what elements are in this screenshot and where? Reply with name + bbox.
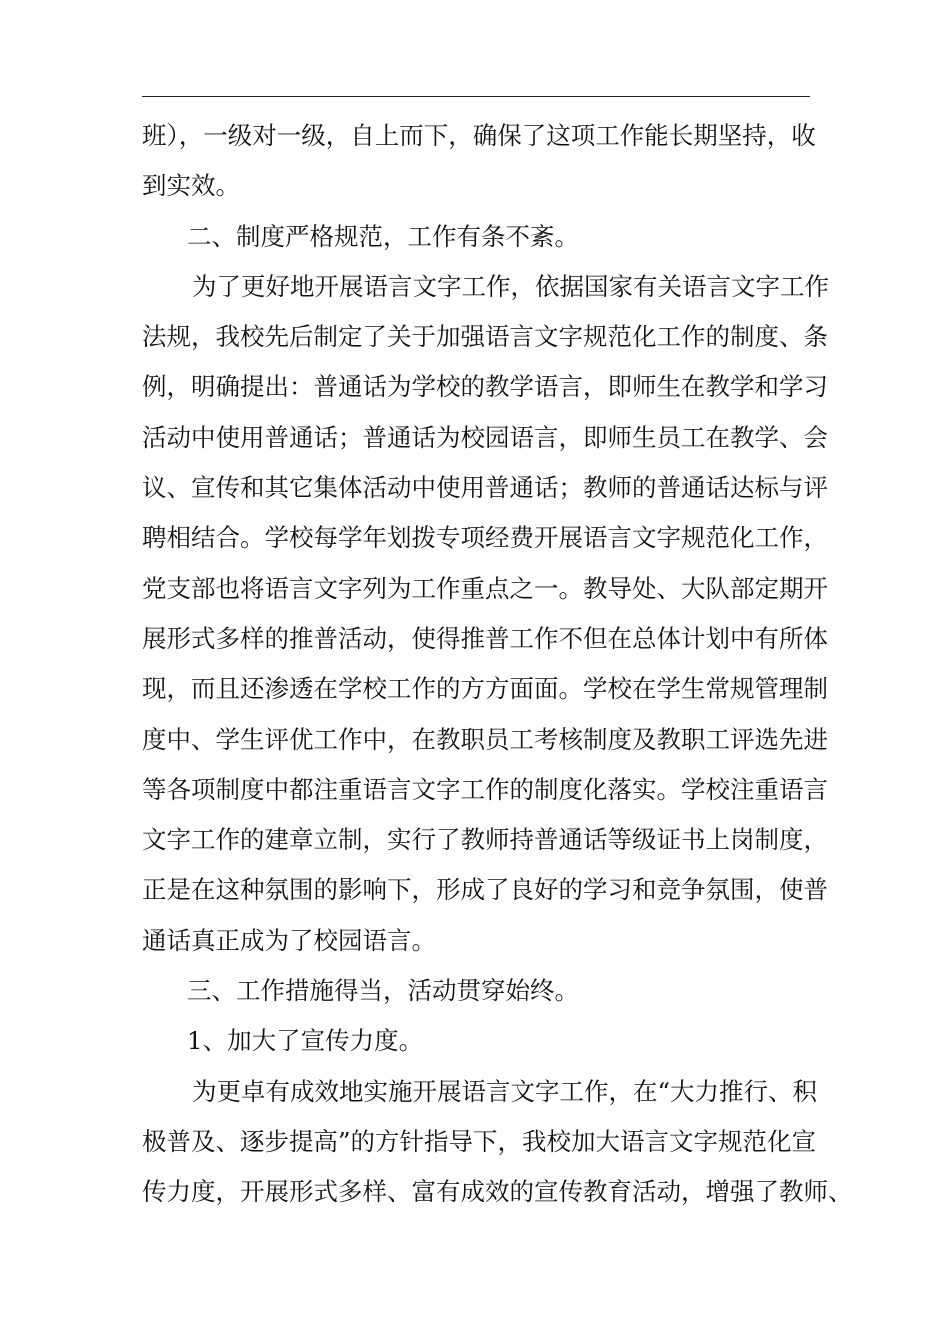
text-line: 聘相结合。学校每学年划拨专项经费开展语言文字规范化工作， (142, 523, 828, 553)
text-line: 议、宣传和其它集体活动中使用普通话；教师的普通话达标与评 (142, 473, 828, 503)
text-line: 班），一级对一级，自上而下，确保了这项工作能长期坚持，收 (142, 121, 816, 150)
text-line: 例，明确提出：普通话为学校的教学语言，即师生在教学和学习 (142, 372, 828, 402)
text-line: 为了更好地开展语言文字工作，依据国家有关语言文字工作 (192, 271, 829, 301)
text-line: 现，而且还渗透在学校工作的方方面面。学校在学生常规管理制 (142, 674, 828, 704)
text-line: 传力度，开展形式多样、富有成效的宣传教育活动，增强了教师、 (142, 1177, 853, 1207)
text-line: 活动中使用普通话；普通话为校园语言，即师生员工在教学、会 (142, 422, 828, 452)
text-line: 通话真正成为了校园语言。 (142, 925, 436, 955)
text-line: 到实效。 (142, 171, 240, 201)
text-line: 为更卓有成效地实施开展语言文字工作，在“大力推行、积 (192, 1076, 818, 1106)
text-line: 文字工作的建章立制，实行了教师持普通话等级证书上岗制度， (142, 825, 828, 855)
document-body (142, 111, 853, 1218)
text-line: 极普及、逐步提高”的方针指导下，我校加大语言文字规范化宣 (142, 1126, 817, 1156)
text-line: 1、加大了宣传力度。 (187, 1026, 424, 1056)
text-line: 正是在这种氛围的影响下，形成了良好的学习和竞争氛围，使普 (142, 875, 828, 905)
text-line: 法规，我校先后制定了关于加强语言文字规范化工作的制度、条 (142, 322, 828, 352)
text-line: 三、工作措施得当，活动贯穿始终。 (187, 976, 579, 1006)
text-line: 二、制度严格规范，工作有条不紊。 (187, 221, 579, 251)
text-line: 等各项制度中都注重语言文字工作的制度化落实。学校注重语言 (142, 774, 828, 804)
header-rule (142, 96, 810, 97)
text-line: 党支部也将语言文字列为工作重点之一。教导处、大队部定期开 (142, 573, 828, 603)
text-line: 展形式多样的推普活动，使得推普工作不但在总体计划中有所体 (142, 623, 828, 653)
text-line: 度中、学生评优工作中，在教职员工考核制度及教职工评选先进 (142, 724, 828, 754)
